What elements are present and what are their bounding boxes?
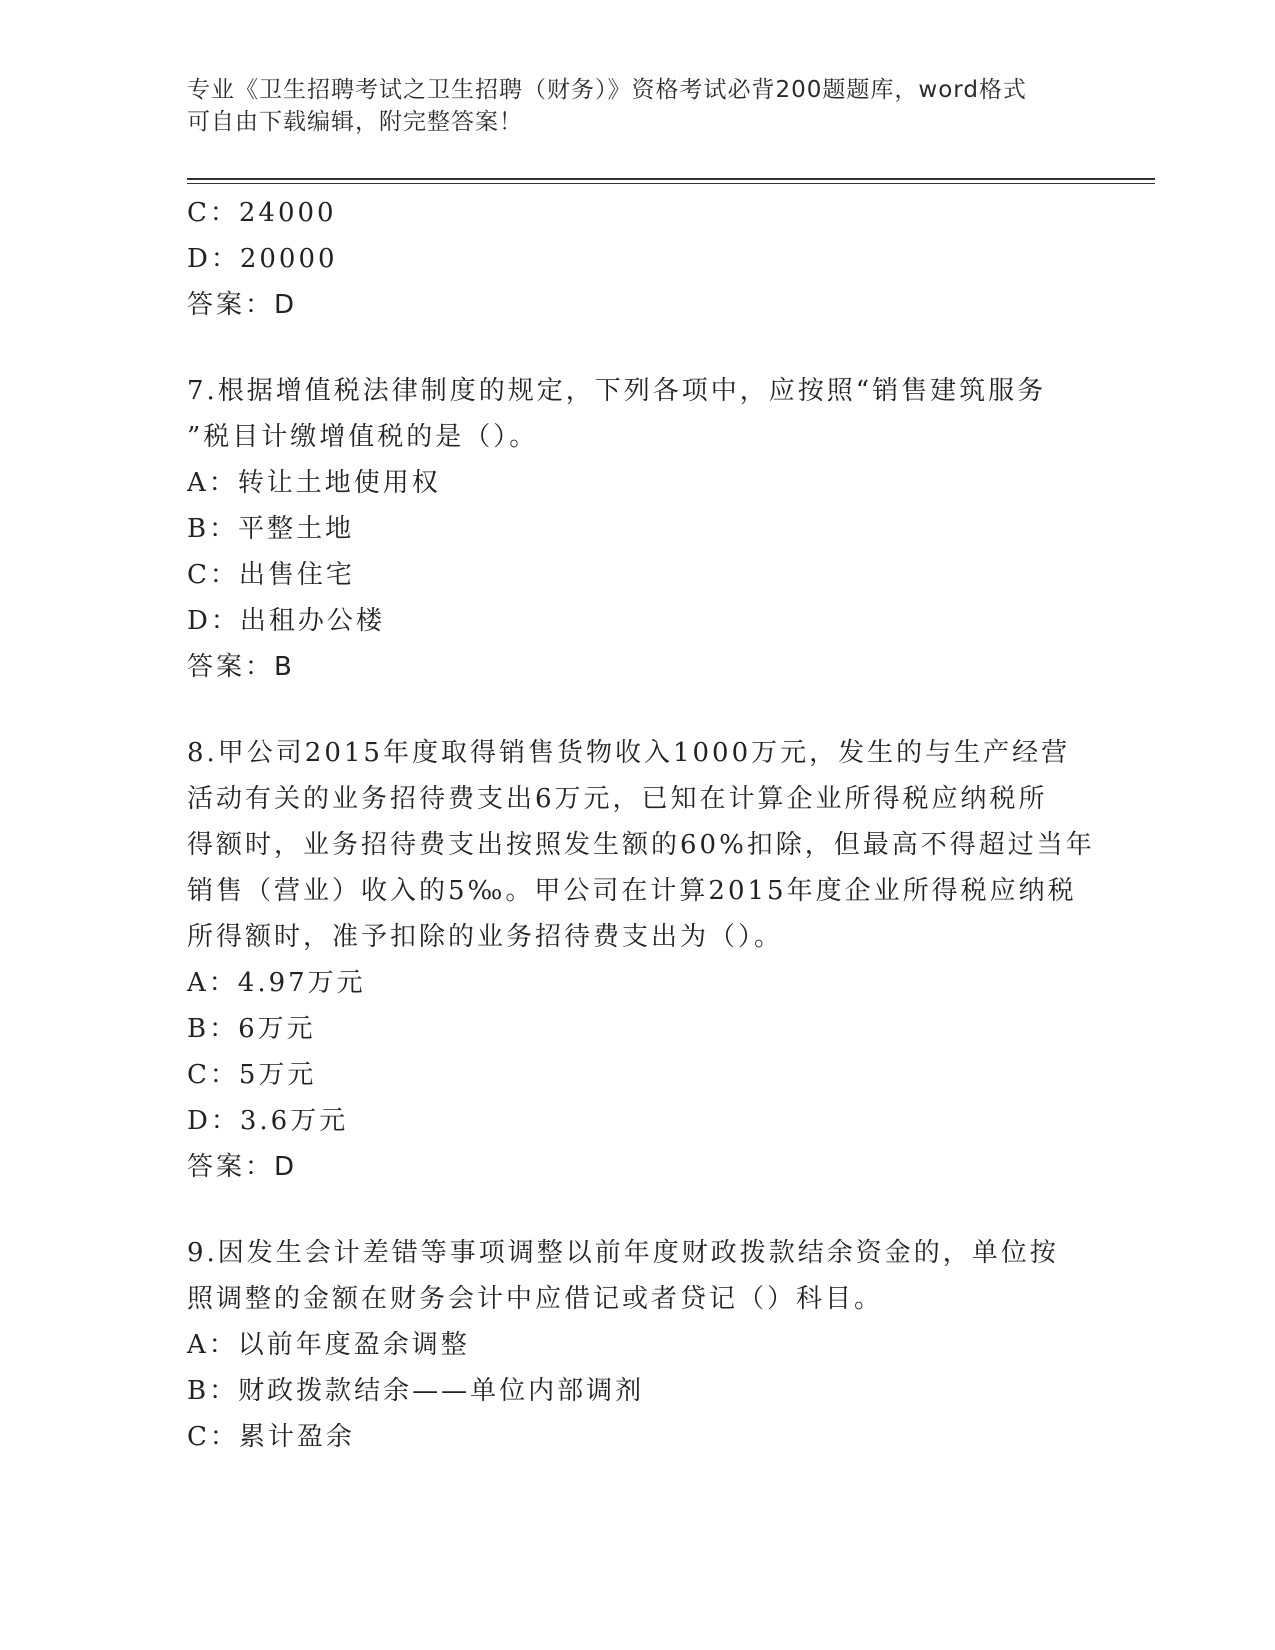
header-line-2: 可自由下载编辑，附完整答案！ bbox=[187, 109, 523, 135]
question-6 bbox=[187, 190, 1087, 328]
option-b: B：财政拨款结余——单位内部调剂 bbox=[187, 1376, 645, 1406]
question-8 bbox=[187, 730, 1095, 1190]
question-stem-line: 所得额时，准予扣除的业务招待费支出为（）。 bbox=[187, 922, 784, 952]
option-d: D：出租办公楼 bbox=[187, 606, 385, 636]
question-9 bbox=[187, 1230, 1087, 1460]
question-stem-line: 活动有关的业务招待费支出6万元，已知在计算企业所得税应纳税所 bbox=[187, 784, 1048, 814]
question-list bbox=[187, 190, 1095, 1460]
question-stem-line: ”税目计缴增值税的是（）。 bbox=[187, 422, 539, 452]
question-stem-line: 销售（营业）收入的5‰。甲公司在计算2015年度企业所得税应纳税 bbox=[187, 876, 1077, 906]
answer-line: 答案：D bbox=[187, 290, 298, 320]
answer-line: 答案：D bbox=[187, 1152, 298, 1182]
question-stem-line: 8.甲公司2015年度取得销售货物收入1000万元，发生的与生产经营 bbox=[187, 738, 1071, 768]
option-b: B：6万元 bbox=[187, 1014, 316, 1044]
question-stem-line: 7.根据增值税法律制度的规定，下列各项中，应按照“销售建筑服务 bbox=[187, 376, 1047, 406]
option-c: C：5万元 bbox=[187, 1060, 317, 1090]
option-a: A：以前年度盈余调整 bbox=[187, 1330, 470, 1360]
option-c: C：24000 bbox=[187, 198, 337, 228]
option-a: A：转让土地使用权 bbox=[187, 468, 441, 498]
question-stem-line: 9.因发生会计差错等事项调整以前年度财政拨款结余资金的，单位按 bbox=[187, 1238, 1059, 1268]
header-rule-thin bbox=[187, 183, 1155, 184]
question-7 bbox=[187, 368, 1087, 690]
option-a: A：4.97万元 bbox=[187, 968, 366, 998]
document-header bbox=[187, 74, 1067, 138]
option-c: C：出售住宅 bbox=[187, 560, 355, 590]
answer-line: 答案：B bbox=[187, 652, 295, 682]
header-line-1: 专业《卫生招聘考试之卫生招聘（财务）》资格考试必背200题题库，word格式 bbox=[187, 77, 1027, 103]
option-d: D：20000 bbox=[187, 244, 338, 274]
option-c: C：累计盈余 bbox=[187, 1422, 355, 1452]
question-stem-line: 得额时，业务招待费支出按照发生额的60%扣除，但最高不得超过当年 bbox=[187, 830, 1095, 860]
option-d: D：3.6万元 bbox=[187, 1106, 349, 1136]
header-rule-thick bbox=[187, 178, 1155, 180]
option-b: B：平整土地 bbox=[187, 514, 355, 544]
question-stem-line: 照调整的金额在财务会计中应借记或者贷记（）科目。 bbox=[187, 1284, 884, 1314]
